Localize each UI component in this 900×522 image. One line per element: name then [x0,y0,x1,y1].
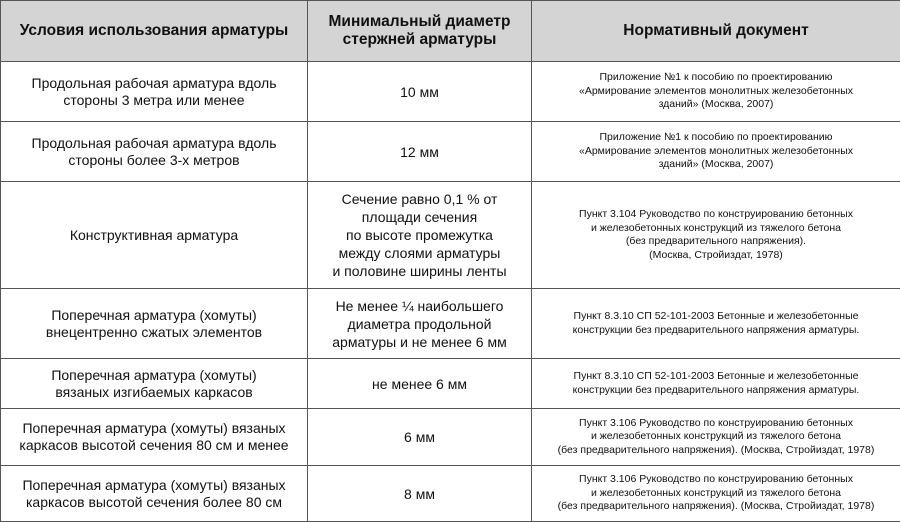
table-row [1,122,900,182]
document-cell: Пункт 3.106 Руководство по конструированию бетонных и железобетонных конструкций из тяжелого бетона (без предварительного напряжения). (Москва, Стройиздат, 1978) [532,466,900,522]
document-cell: Пункт 8.3.10 СП 52-101-2003 Бетонные и железобетонные конструкции без предварительного напряжения арматуры. [532,359,900,409]
condition-cell: Поперечная арматура (хомуты) вязаных каркасов высотой сечения 80 см и менее [1,409,308,466]
diameter-cell: 12 мм [308,122,532,182]
condition-cell: Конструктивная арматура [1,182,308,289]
condition-cell: Поперечная арматура (хомуты) вязаных изгибаемых каркасов [1,359,308,409]
diameter-cell: 8 мм [308,466,532,522]
document-cell: Пункт 8.3.10 СП 52-101-2003 Бетонные и железобетонные конструкции без предварительного напряжения арматуры. [532,289,900,359]
document-cell: Пункт 3.104 Руководство по конструированию бетонных и железобетонных конструкций из тяжелого бетона (без предварительного напряжения). (Москва, Стройиздат, 1978) [532,182,900,289]
header-document: Нормативный документ [532,1,900,62]
table-row [1,289,900,359]
table-row [1,409,900,466]
diameter-cell: Сечение равно 0,1 % от площади сечения по высоте промежутка между слоями арматуры и половине ширины ленты [308,182,532,289]
condition-cell: Продольная рабочая арматура вдоль стороны 3 метра или менее [1,62,308,122]
header-diameter: Минимальный диаметр стержней арматуры [308,1,532,62]
table-row [1,359,900,409]
header-row [1,1,900,62]
document-cell: Приложение №1 к пособию по проектированию «Армирование элементов монолитных железобетонных зданий» (Москва, 2007) [532,122,900,182]
header-conditions: Условия использования арматуры [1,1,308,62]
diameter-cell: 10 мм [308,62,532,122]
table-row [1,466,900,522]
table-row [1,62,900,122]
document-cell: Пункт 3.106 Руководство по конструированию бетонных и железобетонных конструкций из тяжелого бетона (без предварительного напряжения). (Москва, Стройиздат, 1978) [532,409,900,466]
diameter-cell: 6 мм [308,409,532,466]
condition-cell: Продольная рабочая арматура вдоль стороны более 3-х метров [1,122,308,182]
condition-cell: Поперечная арматура (хомуты) внецентренно сжатых элементов [1,289,308,359]
diameter-cell: Не менее ¼ наибольшего диаметра продольной арматуры и не менее 6 мм [308,289,532,359]
document-cell: Приложение №1 к пособию по проектированию «Армирование элементов монолитных железобетонных зданий» (Москва, 2007) [532,62,900,122]
diameter-cell: не менее 6 мм [308,359,532,409]
condition-cell: Поперечная арматура (хомуты) вязаных каркасов высотой сечения более 80 см [1,466,308,522]
table-row [1,182,900,289]
